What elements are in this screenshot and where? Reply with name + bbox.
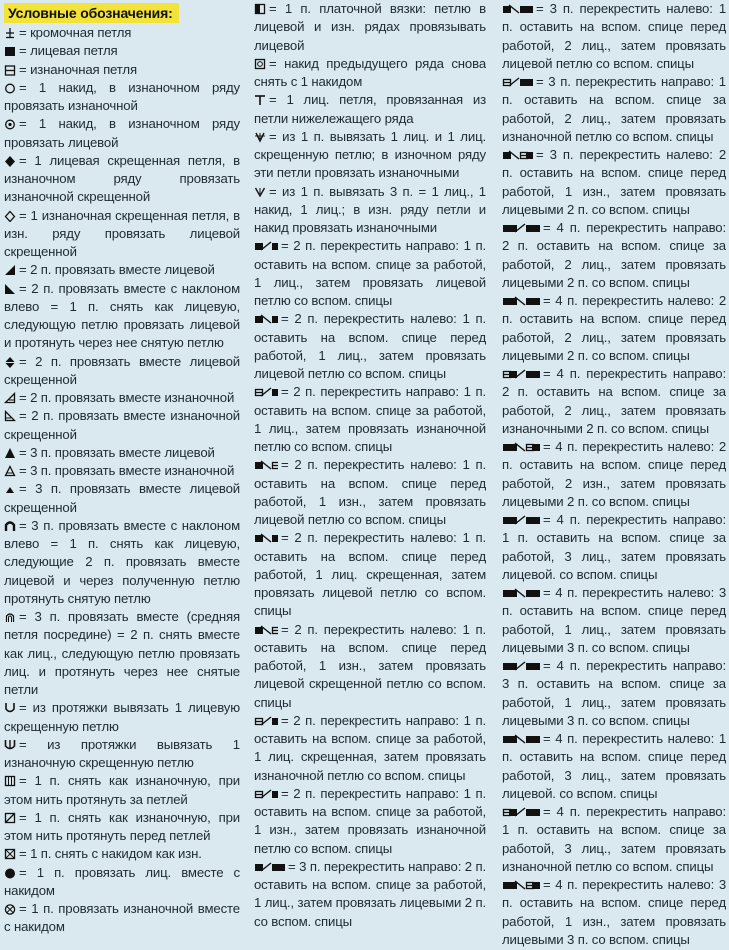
cross-4-left-icon <box>502 295 540 307</box>
cross-4-3-1-left-icon <box>502 587 540 599</box>
legend-entry <box>254 621 486 712</box>
k3tog-twisted-icon <box>4 483 16 495</box>
cross-4-left-purl-icon <box>502 441 540 453</box>
yarn-over-dot-circle-icon <box>4 118 16 130</box>
legend-entry-text: = 2 п. перекрестить направо: 1 п. оставить на вспом. спице за работой, 1 лиц., затем провязать лицевой петлю со вспом. спицы <box>254 238 486 308</box>
legend-entry-text: = 3 п. провязать вместе изнаночной <box>19 463 235 478</box>
legend-entry <box>254 858 486 931</box>
legend-entry <box>502 146 726 219</box>
legend-entry <box>502 0 726 73</box>
legend-entry <box>254 55 486 92</box>
cross-4-right-icon <box>502 222 540 234</box>
legend-entry-text: = накид предыдущего ряда снова снять с 1 накидом <box>254 55 486 89</box>
legend-entry <box>4 900 240 937</box>
legend-entry-text: = 1 лицевая скрещенная петля, в изнаночном ряду провязать изнаночной скрещенной <box>4 152 240 205</box>
cross-left-twisted-icon <box>254 532 278 544</box>
legend-entry <box>4 115 240 152</box>
p3tog-icon <box>4 465 16 477</box>
legend-entry-text: = 4 п. перекрестить налево: 3 п. оставить на вспом. спице перед работой, 1 изн., затем провязать лицевыми 3 п. со вспом. спицы <box>502 877 726 947</box>
legend-entry-text: = из 1 п. вывязать 3 п. = 1 лиц., 1 накид, 1 лиц.; в изн. ряду петли и накид провязать изнаночными <box>254 183 486 235</box>
legend-entry <box>4 772 240 809</box>
legend-entry <box>254 529 486 620</box>
cross-4-right-purl-b-icon <box>502 806 540 818</box>
legend-entry-text: = 1 накид, в изнаночном ряду провязать лицевой <box>4 116 240 150</box>
k2tog-twisted-icon <box>4 356 16 368</box>
legend-entry <box>502 657 726 730</box>
legend-entry <box>4 353 240 390</box>
legend-entry-text: = 2 п. перекрестить направо: 1 п. оставить на вспом. спице за работой, 1 изн., затем провязать изнаночной петлю со вспом. спицы <box>254 785 486 856</box>
legend-entry-text: = 2 п. перекрестить налево: 1 п. оставить на вспом. спице перед работой, 1 лиц., затем провязать лицевой петлю со вспом. спицы <box>254 311 486 381</box>
legend-entry <box>4 480 240 517</box>
legend-entry <box>502 438 726 511</box>
legend-entry-text: = кромочная петля <box>19 25 132 40</box>
legend-entry-text: = 2 п. перекрестить налево: 1 п. оставить на вспом. спице перед работой, 1 изн., затем провязать лицевой петлю со вспом. спицы <box>254 457 486 527</box>
legend-entry-text: = 2 п. перекрестить направо: 1 п. оставить на вспом. спице за работой, 1 лиц. скрещенная, затем провязать изнаночной петлю со вспом. спицы <box>254 712 486 783</box>
inc-1-to-2-icon <box>254 131 266 143</box>
cross-4-left-purl-b-icon <box>502 879 540 891</box>
legend-entry-text: = 2 п. провязать вместе изнаночной <box>19 390 235 405</box>
cross-3-left-icon <box>502 3 533 15</box>
garter-icon <box>254 3 266 15</box>
legend-entry <box>254 456 486 529</box>
legend-entry <box>254 383 486 456</box>
legend-entry <box>502 584 726 657</box>
legend-entry-text: = 1 п. снять как изнаночную, при этом нить протянуть перед петлей <box>4 809 240 843</box>
legend-entry <box>4 809 240 846</box>
legend-entry <box>502 511 726 584</box>
legend-entry-text: = 2 п. провязать вместе изнаночной скрещенной <box>4 408 240 442</box>
slip-back-icon <box>4 775 16 787</box>
legend-entry-text: = 3 п. перекрестить направо: 1 п. оставить на вспом. спице за работой, 2 лиц., затем провязать изнаночной петлю со вспом. спицы <box>502 74 726 144</box>
k3tog-icon <box>4 447 16 459</box>
legend-entry <box>4 736 240 773</box>
legend-entry <box>254 237 486 310</box>
k2tog-right-icon <box>4 264 16 276</box>
bullet-icon <box>4 867 16 879</box>
legend-entry <box>254 183 486 238</box>
yarn-over-circle-icon <box>4 82 16 94</box>
legend-entry <box>254 91 486 128</box>
legend-entry-text: = 1 лиц. петля, провязанная из петли нижележащего ряда <box>254 92 486 126</box>
legend-entry-text: = 4 п. перекрестить налево: 2 п. оставить на вспом. спице перед работой, 2 изн., затем провязать лицевыми 2 п. со вспом. спицы <box>502 439 726 509</box>
legend-entry <box>502 365 726 438</box>
legend-entry-text: = 2 п. перекрестить направо: 1 п. оставить на вспом. спице за работой, 1 лиц., затем провязать изнаночной петлю со вспом. спицы <box>254 384 486 454</box>
lifted-purl-icon <box>4 739 16 751</box>
legend-entry-text: = 2 п. провязать вместе лицевой скрещенной <box>4 353 240 387</box>
twisted-knit-icon <box>4 155 16 167</box>
k3tog-left-icon <box>4 520 16 532</box>
lifted-knit-icon <box>4 702 16 714</box>
legend-entry-text: = 4 п. перекрестить направо: 2 п. оставить на вспом. спице за работой, 2 лиц., затем провязать изнаночными 2 п. со вспом. спицы <box>502 366 726 436</box>
cross-right-twisted-purl-icon <box>254 715 278 727</box>
legend-entry <box>4 699 240 736</box>
legend-entry-text: = 1 п. снять с накидом как изн. <box>19 846 202 862</box>
cross-right-purl-purl-icon <box>254 788 278 800</box>
cross-3-left-purl-icon <box>502 149 533 161</box>
legend-entry <box>4 61 240 79</box>
legend-entry <box>254 0 486 55</box>
legend-entry <box>4 845 240 863</box>
legend-entry <box>4 517 240 608</box>
legend-entry-text: = 2 п. перекрестить налево: 1 п. оставить на вспом. спице перед работой, 1 изн., затем провязать лицевой скрещенной петлю со вспом. спицы <box>254 621 486 710</box>
legend-entry-text: = 4 п. перекрестить налево: 2 п. оставить на вспом. спице перед работой, 2 лиц., затем провязать лицевыми 2 п. со вспом. спицы <box>502 293 726 363</box>
legend-entry-text: = 2 п. перекрестить налево: 1 п. оставить на вспом. спице перед работой, 1 лиц. скрещенная, затем провязать лицевой петлю со вспом. спицы <box>254 530 486 619</box>
legend-entry <box>254 712 486 785</box>
legend-entry-text: = из протяжки вывязать 1 изнаночную скрещенную петлю <box>4 736 240 770</box>
legend-entry <box>4 462 240 480</box>
cross-4-1-3-right-icon <box>502 514 540 526</box>
knit-stitch-icon <box>4 45 16 57</box>
legend-entry <box>254 310 486 383</box>
legend-entry <box>4 79 240 116</box>
legend-column-2 <box>254 0 486 950</box>
p2tog-left-icon <box>4 410 16 422</box>
legend-entry <box>4 864 240 901</box>
legend-entry-text: = 1 изнаночная скрещенная петля, в изн. ряду провязать лицевой скрещенной <box>4 207 240 259</box>
legend-entry <box>4 42 240 60</box>
legend-entry-text: = 4 п. перекрестить направо: 2 п. оставить на вспом. спице за работой, 2 лиц., затем провязать лицевыми 2 п. со вспом. спицы <box>502 220 726 290</box>
legend-entry <box>4 280 240 353</box>
legend-entry <box>4 24 240 42</box>
cross-right-icon <box>254 240 278 252</box>
legend-entry-text: = 3 п. перекрестить налево: 2 п. оставить на вспом. спице перед работой, 1 изн., затем провязать лицевыми 2 п. со вспом. спицы <box>502 147 726 217</box>
legend-entry <box>4 389 240 407</box>
legend-column-1 <box>4 0 240 950</box>
legend-entry-text: = изнаночная петля <box>19 61 137 77</box>
legend-entry-text: = 2 п. провязать вместе лицевой <box>19 262 215 278</box>
legend-entry-text: = 2 п. провязать вместе с наклоном влево = 1 п. снять как лицевую, следующую петлю провязать лицевой и протянуть через нее снятую петлю <box>4 280 240 351</box>
legend-entry-text: = лицевая петля <box>19 43 118 59</box>
legend-entry-text: = 4 п. перекрестить направо: 1 п. оставить на вспом. спице за работой, 3 лиц., затем провязать лицевой. со вспом. спицы <box>502 512 726 582</box>
cross-left-twisted-purl-icon <box>254 624 278 636</box>
legend-entry-text: = 3 п. перекрестить налево: 1 п. оставить на вспом. спице перед работой, 2 лиц., затем провязать лицевой петлю со вспом. спицы <box>502 1 726 71</box>
cross-3-right-icon <box>254 861 285 873</box>
legend-entry-text: = 3 п. провязать вместе лицевой <box>19 444 215 460</box>
legend-entry-text: = 3 п. провязать вместе (средняя петля посредине) = 2 п. снять вместе как лиц., следующую петлю провязать лиц. и протянуть через нее снятые петли <box>4 609 240 697</box>
legend-entry-text: = 1 накид, в изнаночном ряду провязать изнаночной <box>4 79 240 113</box>
legend-entry <box>502 292 726 365</box>
legend-entry <box>254 128 486 183</box>
legend-title: Условные обозначения: <box>4 3 179 23</box>
legend-entry <box>4 207 240 262</box>
legend-entry <box>502 219 726 292</box>
legend-entry-text: = 4 п. перекрестить направо: 1 п. оставить на вспом. спице за работой, 3 лиц., затем провязать изнаночной петлю со вспом. спицы <box>502 804 726 874</box>
cross-4-right-purl-icon <box>502 368 540 380</box>
legend-entry-text: = 3 п. провязать вместе лицевой скрещенной <box>4 481 240 515</box>
purl-stitch-icon <box>4 64 16 76</box>
legend-entry-text: = 1 п. платочной вязки: петлю в лицевой и изн. рядах провязывать лицевой <box>254 1 486 53</box>
legend-entry-text: = 3 п. перекрестить направо: 2 п. оставить на вспом. спице за работой, 1 лиц., затем провязать лицевыми 2 п. со вспом. спицы <box>254 858 486 929</box>
inc-1-to-3-icon <box>254 186 266 198</box>
legend-entry <box>4 407 240 444</box>
k3tog-center-icon <box>4 611 16 623</box>
cross-4-1-3-left-icon <box>502 733 540 745</box>
legend-entry <box>502 73 726 146</box>
legend-entry-text: = из протяжки вывязать 1 лицевую скрещенную петлю <box>4 700 240 734</box>
legend-entry <box>4 444 240 462</box>
p2tog-right-icon <box>4 392 16 404</box>
legend-entry-text: = 1 п. провязать изнаночной вместе с накидом <box>4 901 240 935</box>
legend-entry-text: = 4 п. перекрестить налево: 3 п. оставить на вспом. спице перед работой, 1 лиц., затем провязать лицевыми 3 п. со вспом. спицы <box>502 585 726 655</box>
legend-entry <box>4 152 240 207</box>
legend-entry-text: = 4 п. перекрестить направо: 3 п. оставить на вспом. спице за работой, 1 лиц., затем провязать лицевыми 3 п. со вспом. спицы <box>502 658 726 728</box>
cross-left-purl-icon <box>254 459 278 471</box>
legend-entry-text: = 1 п. снять как изнаночную, при этом нить протянуть за петлей <box>4 773 240 807</box>
legend-entry-text: = 3 п. провязать вместе с наклоном влево = 1 п. снять как лицевую, следующие 2 п. провязать вместе лицевой и через полученную петлю протянуть снятую петлю <box>4 517 240 606</box>
legend-entry <box>4 261 240 279</box>
cross-4-3-1-right-icon <box>502 660 540 672</box>
legend-entry <box>502 876 726 949</box>
legend-entry <box>4 608 240 699</box>
knit-below-icon <box>254 94 266 106</box>
legend-entry-text: = 1 п. провязать лиц. вместе с накидом <box>4 864 240 898</box>
legend-entry <box>502 803 726 876</box>
legend-entry <box>502 730 726 803</box>
legend-entry-text: = 4 п. перекрестить налево: 1 п. оставить на вспом. спице перед работой, 3 лиц., затем провязать лицевой. со вспом. спицы <box>502 731 726 801</box>
slip-yo-icon <box>4 848 16 860</box>
slip-front-icon <box>4 812 16 824</box>
legend-entry <box>254 785 486 858</box>
circle-x-icon <box>4 903 16 915</box>
selvedge-stitch-icon <box>4 27 16 39</box>
cross-3-right-purl-icon <box>502 76 533 88</box>
legend-column-3 <box>502 0 726 950</box>
cross-right-purl-icon <box>254 386 278 398</box>
k2tog-left-icon <box>4 283 16 295</box>
cross-left-icon <box>254 313 278 325</box>
twisted-purl-icon <box>4 210 16 222</box>
slip-with-yo-icon <box>254 58 266 70</box>
legend-entry-text: = из 1 п. вывязать 1 лиц. и 1 лиц. скрещенную петлю; в изночном ряду эти петли провязать изнаночными <box>254 128 486 181</box>
